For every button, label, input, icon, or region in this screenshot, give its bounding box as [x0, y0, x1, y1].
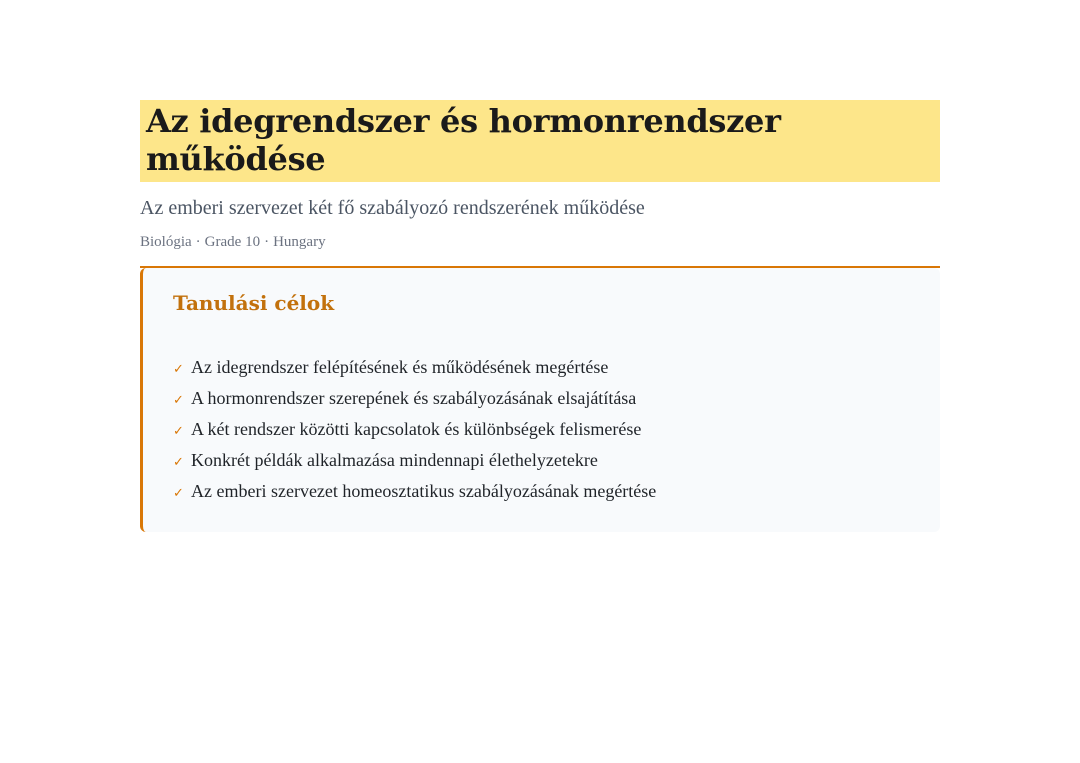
- list-item: [173, 387, 910, 418]
- meta-grade: Grade 10: [204, 234, 261, 250]
- checkmark-icon: ✓: [173, 393, 184, 408]
- goal-text: Konkrét példák alkalmazása mindennapi élethelyzetekre: [191, 450, 598, 470]
- meta-separator: ·: [264, 234, 270, 250]
- learning-goals-card: [140, 268, 940, 532]
- meta-separator: ·: [195, 234, 201, 250]
- list-item: [173, 356, 910, 387]
- page-title: Az idegrendszer és hormonrendszer működése: [140, 100, 940, 182]
- learning-goals-heading: Tanulási célok: [173, 291, 335, 315]
- list-item: [173, 449, 910, 480]
- document-page: [140, 100, 940, 501]
- page-subtitle: Az emberi szervezet két fő szabályozó rendszerének működése: [140, 197, 645, 219]
- checkmark-icon: ✓: [173, 362, 184, 377]
- goal-text: A két rendszer közötti kapcsolatok és különbségek felismerése: [191, 419, 642, 439]
- meta-country: Hungary: [273, 234, 326, 250]
- checkmark-icon: ✓: [173, 455, 184, 470]
- list-item: [173, 480, 910, 511]
- learning-goals-list: [173, 356, 910, 511]
- checkmark-icon: ✓: [173, 424, 184, 439]
- goal-text: Az idegrendszer felépítésének és működésének megértése: [191, 357, 609, 377]
- meta-line: [140, 232, 940, 252]
- checkmark-icon: ✓: [173, 486, 184, 501]
- goal-text: A hormonrendszer szerepének és szabályozásának elsajátítása: [191, 388, 637, 408]
- list-item: [173, 418, 910, 449]
- goal-text: Az emberi szervezet homeosztatikus szabályozásának megértése: [191, 481, 657, 501]
- meta-subject: Biológia: [140, 234, 192, 250]
